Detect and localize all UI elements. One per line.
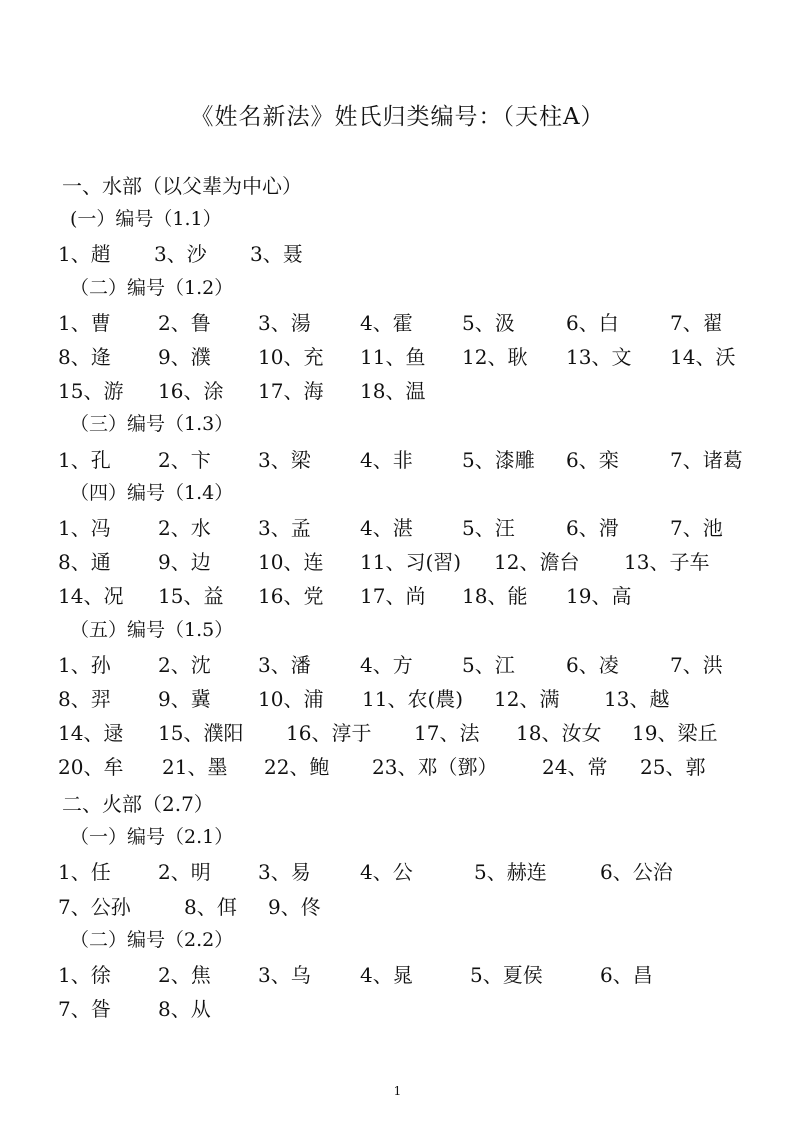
surname-entry: 1、孙 — [58, 652, 111, 677]
surname-entry: 5、江 — [462, 652, 515, 677]
surname-entry: 4、方 — [360, 652, 413, 677]
surname-entry: 5、漆雕 — [462, 447, 535, 472]
surname-entry: 4、湛 — [360, 516, 413, 540]
surname-entry: 22、鲍 — [264, 755, 330, 780]
section-heading: 一、水部（以父辈为中心） — [62, 174, 302, 198]
surname-entry: 9、冀 — [158, 687, 211, 711]
surname-row — [58, 649, 738, 677]
surname-entry: 17、尚 — [360, 584, 426, 609]
surname-entry: 9、佟 — [268, 894, 321, 919]
surname-entry: 16、淳于 — [286, 721, 372, 746]
surname-entry: 2、卞 — [158, 447, 211, 472]
surname-entry: 7、诸葛 — [670, 447, 743, 472]
surname-entry: 8、佴 — [184, 894, 237, 919]
surname-entry: 7、洪 — [670, 652, 723, 677]
surname-row — [58, 341, 738, 369]
surname-entry: 6、昌 — [600, 963, 653, 987]
surname-entry: 9、濮 — [158, 345, 211, 369]
surname-entry: 3、聂 — [250, 242, 303, 267]
surname-entry: 6、滑 — [566, 516, 619, 540]
surname-row — [58, 683, 738, 711]
surname-entry: 3、湯 — [258, 310, 311, 335]
surname-entry: 10、充 — [258, 345, 324, 369]
surname-entry: 1、任 — [58, 860, 111, 885]
surname-entry: 21、墨 — [162, 755, 228, 780]
surname-entry: 14、沃 — [670, 345, 736, 369]
surname-row — [58, 717, 738, 745]
surname-entry: 16、党 — [258, 584, 324, 609]
surname-entry: 5、汲 — [462, 310, 515, 335]
group-label: （一）编号（2.1） — [70, 826, 234, 849]
surname-entry: 7、昝 — [58, 997, 111, 1022]
surname-entry: 1、趙 — [58, 242, 111, 267]
surname-entry: 12、满 — [494, 687, 560, 711]
surname-entry: 2、明 — [158, 860, 211, 885]
surname-entry: 17、法 — [414, 721, 480, 746]
surname-entry: 13、文 — [566, 345, 632, 369]
surname-entry: 25、郭 — [640, 755, 706, 780]
surname-entry: 12、耿 — [462, 345, 528, 369]
group-label: （五）编号（1.5） — [70, 618, 234, 641]
surname-entry: 16、涂 — [158, 379, 224, 404]
surname-entry: 11、鱼 — [360, 345, 426, 369]
surname-row — [58, 375, 738, 403]
surname-entry: 10、连 — [258, 550, 324, 575]
surname-entry: 8、羿 — [58, 687, 111, 711]
surname-entry: 6、公治 — [600, 860, 673, 885]
surname-entry: 23、邓（鄧） — [372, 755, 498, 780]
surname-entry: 1、孔 — [58, 447, 111, 472]
surname-entry: 19、高 — [566, 584, 632, 609]
surname-entry: 5、夏侯 — [470, 963, 543, 987]
surname-entry: 11、习(習) — [360, 550, 462, 575]
surname-entry: 14、逯 — [58, 721, 124, 746]
surname-entry: 18、温 — [360, 379, 426, 404]
surname-entry: 4、霍 — [360, 310, 413, 335]
surname-entry: 1、徐 — [58, 963, 111, 987]
page-number: 1 — [393, 1084, 402, 1098]
surname-entry: 3、潘 — [258, 652, 311, 677]
surname-entry: 8、通 — [58, 550, 111, 575]
surname-entry: 2、鲁 — [158, 310, 211, 335]
surname-entry: 3、沙 — [154, 242, 207, 267]
section-heading: 二、火部（2.7） — [62, 792, 214, 816]
surname-entry: 15、濮阳 — [158, 721, 244, 746]
surname-row — [58, 856, 738, 884]
surname-entry: 5、汪 — [462, 516, 515, 540]
surname-entry: 10、浦 — [258, 687, 324, 711]
surname-row — [58, 546, 738, 574]
surname-entry: 8、逄 — [58, 345, 111, 369]
surname-entry: 6、白 — [566, 310, 619, 335]
surname-entry: 7、池 — [670, 516, 723, 540]
surname-entry: 15、益 — [158, 584, 224, 609]
surname-row — [58, 891, 738, 919]
surname-entry: 18、汝女 — [516, 721, 602, 746]
group-label: （二）编号（1.2） — [70, 276, 234, 299]
surname-entry: 4、公 — [360, 860, 413, 885]
group-label: （三）编号（1.3） — [70, 413, 234, 436]
surname-entry: 1、曹 — [58, 310, 111, 335]
surname-entry: 13、越 — [604, 687, 670, 711]
surname-row — [58, 512, 738, 540]
surname-entry: 3、易 — [258, 860, 311, 885]
surname-entry: 15、游 — [58, 379, 124, 404]
surname-entry: 14、况 — [58, 584, 124, 609]
surname-entry: 8、从 — [158, 997, 211, 1022]
surname-entry: 6、栾 — [566, 447, 619, 472]
surname-row — [58, 238, 738, 266]
surname-entry: 7、翟 — [670, 310, 723, 335]
surname-entry: 2、水 — [158, 516, 211, 540]
surname-entry: 2、焦 — [158, 963, 211, 987]
document-title: 《姓名新法》姓氏归类编号：（天柱A） — [190, 104, 605, 130]
surname-entry: 9、边 — [158, 550, 211, 575]
surname-row — [58, 959, 738, 987]
surname-entry: 3、乌 — [258, 963, 311, 987]
surname-entry: 19、梁丘 — [632, 721, 718, 746]
surname-entry: 20、牟 — [58, 755, 124, 780]
surname-row — [58, 307, 738, 335]
surname-row — [58, 993, 738, 1021]
surname-entry: 13、子车 — [624, 550, 710, 575]
surname-entry: 5、赫连 — [474, 860, 547, 885]
surname-row — [58, 580, 738, 608]
surname-entry: 11、农(農) — [362, 687, 464, 711]
group-label: （二）编号（2.2） — [70, 928, 234, 951]
surname-entry: 2、沈 — [158, 652, 211, 677]
surname-entry: 4、非 — [360, 447, 413, 472]
surname-entry: 7、公孙 — [58, 894, 131, 919]
surname-entry: 12、澹台 — [494, 550, 580, 575]
surname-entry: 3、孟 — [258, 516, 311, 540]
surname-entry: 1、冯 — [58, 516, 111, 540]
surname-entry: 6、凌 — [566, 652, 619, 677]
surname-entry: 4、晁 — [360, 963, 413, 987]
group-label: （四）编号（1.4） — [70, 481, 234, 504]
surname-entry: 17、海 — [258, 379, 324, 404]
surname-row — [58, 751, 738, 779]
group-label: (一）编号（1.1） — [70, 208, 222, 231]
surname-entry: 24、常 — [542, 755, 608, 780]
surname-entry: 18、能 — [462, 584, 528, 609]
surname-entry: 3、梁 — [258, 447, 311, 472]
surname-row — [58, 444, 743, 472]
